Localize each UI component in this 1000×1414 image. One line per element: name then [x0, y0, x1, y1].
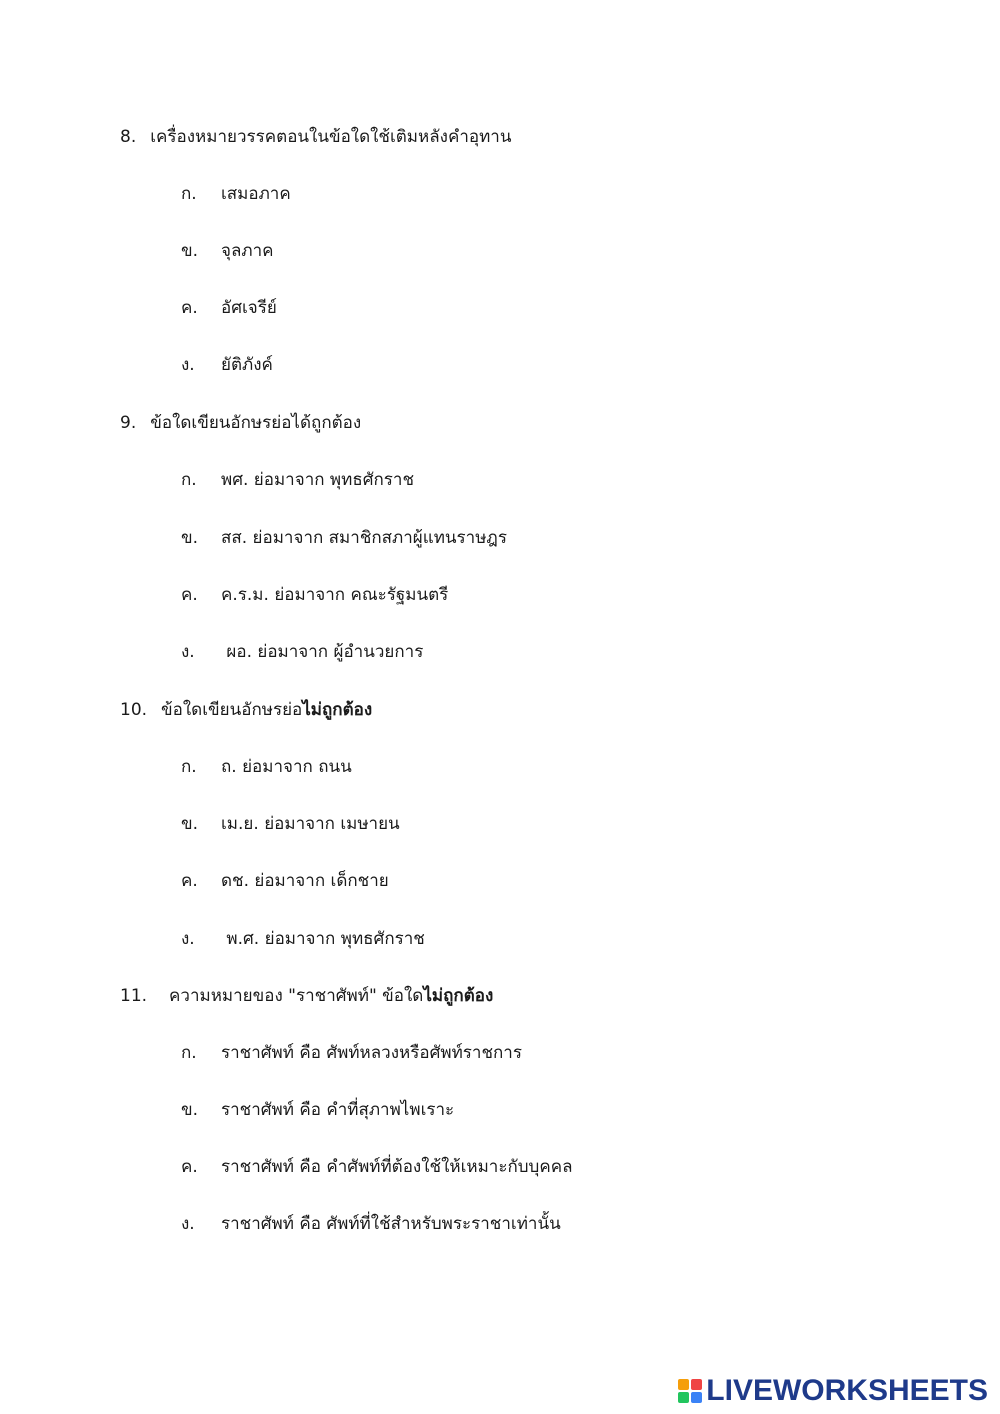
option-10-c [181, 869, 389, 893]
option-9-b [181, 526, 507, 550]
question-text: ความหมายของ "ราชาศัพท์" ข้อใด [169, 986, 424, 1006]
question-text-bold: ไม่ถูกต้อง [423, 986, 494, 1006]
option-8-d [181, 353, 273, 377]
option-text: ค.ร.ม. ย่อมาจาก คณะรัฐมนตรี [221, 585, 449, 605]
option-label: ก. [181, 184, 197, 204]
question-text: ข้อใดเขียนอักษรย่อได้ถูกต้อง [150, 413, 362, 433]
option-label: ง. [181, 642, 195, 662]
option-9-a [181, 468, 414, 492]
option-label: ข. [181, 241, 199, 261]
logo-text: LIVEWORKSHEETS [706, 1374, 988, 1407]
option-10-d [181, 927, 425, 951]
option-label: ค. [181, 1157, 198, 1177]
option-8-a [181, 182, 291, 206]
question-number: 11. [120, 986, 148, 1006]
option-8-b [181, 239, 274, 263]
option-text: พศ. ย่อมาจาก พุทธศักราช [221, 470, 415, 490]
question-10 [120, 698, 372, 722]
option-11-b [181, 1098, 454, 1122]
option-text: เสมอภาค [221, 184, 291, 204]
logo-mark-icon [678, 1379, 702, 1403]
option-label: ข. [181, 1100, 199, 1120]
option-8-c [181, 296, 277, 320]
question-8 [120, 125, 511, 149]
option-11-a [181, 1041, 522, 1065]
option-label: ง. [181, 929, 195, 949]
question-text: เครื่องหมายวรรคตอนในข้อใดใช้เติมหลังคำอุทาน [150, 127, 512, 147]
question-text-bold: ไม่ถูกต้อง [302, 700, 373, 720]
option-10-b [181, 812, 400, 836]
option-text: ยัติภังค์ [221, 355, 273, 375]
option-text: ราชาศัพท์ คือ ศัพท์หลวงหรือศัพท์ราชการ [221, 1043, 522, 1063]
question-9 [120, 411, 361, 435]
option-text: พ.ศ. ย่อมาจาก พุทธศักราช [221, 929, 425, 949]
option-text: ราชาศัพท์ คือ ศัพท์ที่ใช้สำหรับพระราชาเท่านั้น [221, 1214, 561, 1234]
option-text: ถ. ย่อมาจาก ถนน [221, 757, 352, 777]
option-label: ก. [181, 757, 197, 777]
option-label: ค. [181, 585, 198, 605]
option-label: ก. [181, 1043, 197, 1063]
option-10-a [181, 755, 352, 779]
question-number: 8. [120, 127, 137, 147]
option-text: สส. ย่อมาจาก สมาชิกสภาผู้แทนราษฎร [221, 528, 507, 548]
option-text: อัศเจรีย์ [221, 298, 277, 318]
option-text: เม.ย. ย่อมาจาก เมษายน [221, 814, 400, 834]
question-number: 10. [120, 700, 148, 720]
option-11-c [181, 1155, 573, 1179]
question-text: ข้อใดเขียนอักษรย่อ [161, 700, 303, 720]
option-9-d [181, 640, 423, 664]
option-label: ข. [181, 814, 199, 834]
option-label: ค. [181, 871, 198, 891]
option-text: ราชาศัพท์ คือ คำที่สุภาพไพเราะ [221, 1100, 455, 1120]
option-label: ง. [181, 355, 195, 375]
option-text: ดช. ย่อมาจาก เด็กชาย [221, 871, 389, 891]
option-11-d [181, 1212, 561, 1236]
question-11 [120, 984, 493, 1008]
option-text: ผอ. ย่อมาจาก ผู้อำนวยการ [221, 642, 424, 662]
option-label: ค. [181, 298, 198, 318]
option-label: ข. [181, 528, 199, 548]
question-number: 9. [120, 413, 137, 433]
liveworksheets-logo [678, 1374, 988, 1408]
option-9-c [181, 583, 448, 607]
option-text: จุลภาค [221, 241, 274, 261]
option-text: ราชาศัพท์ คือ คำศัพท์ที่ต้องใช้ให้เหมาะกับบุคคล [221, 1157, 573, 1177]
option-label: ก. [181, 470, 197, 490]
option-label: ง. [181, 1214, 195, 1234]
